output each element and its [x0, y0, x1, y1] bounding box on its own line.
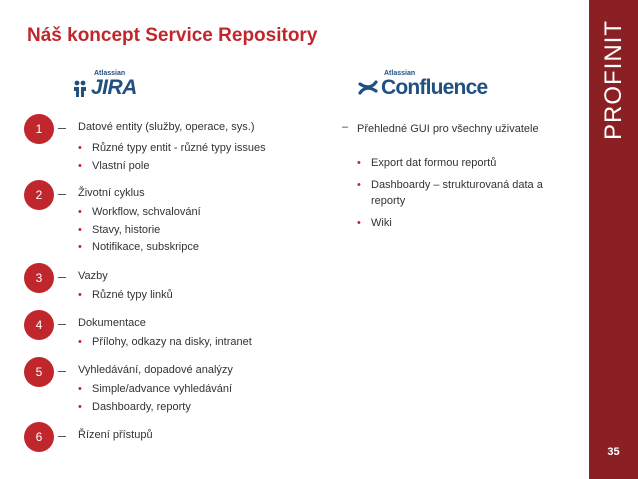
step-number-badge: 6: [24, 422, 54, 452]
feature-heading: Datové entity (služby, operace, sys.): [78, 121, 255, 133]
confluence-bullets: [357, 155, 562, 237]
feature-bullets: [78, 140, 266, 175]
step-number-badge: 4: [24, 310, 54, 340]
connector-dash: [58, 324, 66, 325]
step-number-badge: 5: [24, 357, 54, 387]
feature-bullet: • Různé typy entit - různé typy issues: [78, 140, 266, 158]
slide-title: Náš koncept Service Repository: [27, 25, 318, 46]
connector-dash: [58, 194, 66, 195]
page-number: 35: [607, 446, 620, 458]
confluence-heading: Přehledné GUI pro všechny uživatele: [357, 123, 539, 135]
feature-bullets: [78, 287, 173, 305]
feature-heading: Dokumentace: [78, 317, 146, 329]
feature-bullet: • Přílohy, odkazy na disky, intranet: [78, 334, 252, 352]
feature-bullet: • Vlastní pole: [78, 158, 266, 176]
step-number-badge: 2: [24, 180, 54, 210]
confluence-bullet: • Dashboardy – strukturovaná data a reporty: [357, 177, 562, 209]
feature-bullet: • Notifikace, subskripce: [78, 239, 201, 257]
jira-logo-small: Atlassian: [94, 70, 126, 77]
feature-bullet: • Simple/advance vyhledávání: [78, 381, 232, 399]
confluence-logo: [358, 70, 487, 98]
connector-dash: [58, 277, 66, 278]
jira-mark-icon: [72, 80, 88, 98]
confluence-mark-icon: [358, 78, 378, 98]
feature-bullet: • Stavy, historie: [78, 222, 201, 240]
feature-heading: Řízení přístupů: [78, 429, 153, 441]
connector-dash: [58, 128, 66, 129]
feature-heading: Vazby: [78, 270, 108, 282]
feature-heading: Vyhledávání, dopadové analýzy: [78, 364, 233, 376]
confluence-dash: –: [342, 121, 349, 133]
feature-bullet: • Dashboardy, reporty: [78, 399, 232, 417]
brand-sidebar: [589, 0, 638, 479]
confluence-logo-text: Confluence: [381, 76, 488, 99]
feature-bullet: • Workflow, schvalování: [78, 204, 201, 222]
confluence-bullet: • Export dat formou reportů: [357, 155, 562, 171]
step-number-badge: 1: [24, 114, 54, 144]
connector-dash: [58, 436, 66, 437]
brand-logo-text: PROFINIT: [599, 20, 627, 140]
feature-bullet: • Různé typy linků: [78, 287, 173, 305]
confluence-bullet: • Wiki: [357, 215, 562, 231]
connector-dash: [58, 371, 66, 372]
feature-bullets: [78, 381, 232, 416]
feature-bullets: [78, 334, 252, 352]
jira-logo-text: JIRA: [91, 76, 137, 99]
jira-logo: [72, 70, 137, 98]
feature-bullets: [78, 204, 201, 257]
feature-heading: Životní cyklus: [78, 187, 145, 199]
confluence-logo-small: Atlassian: [384, 70, 416, 77]
step-number-badge: 3: [24, 263, 54, 293]
